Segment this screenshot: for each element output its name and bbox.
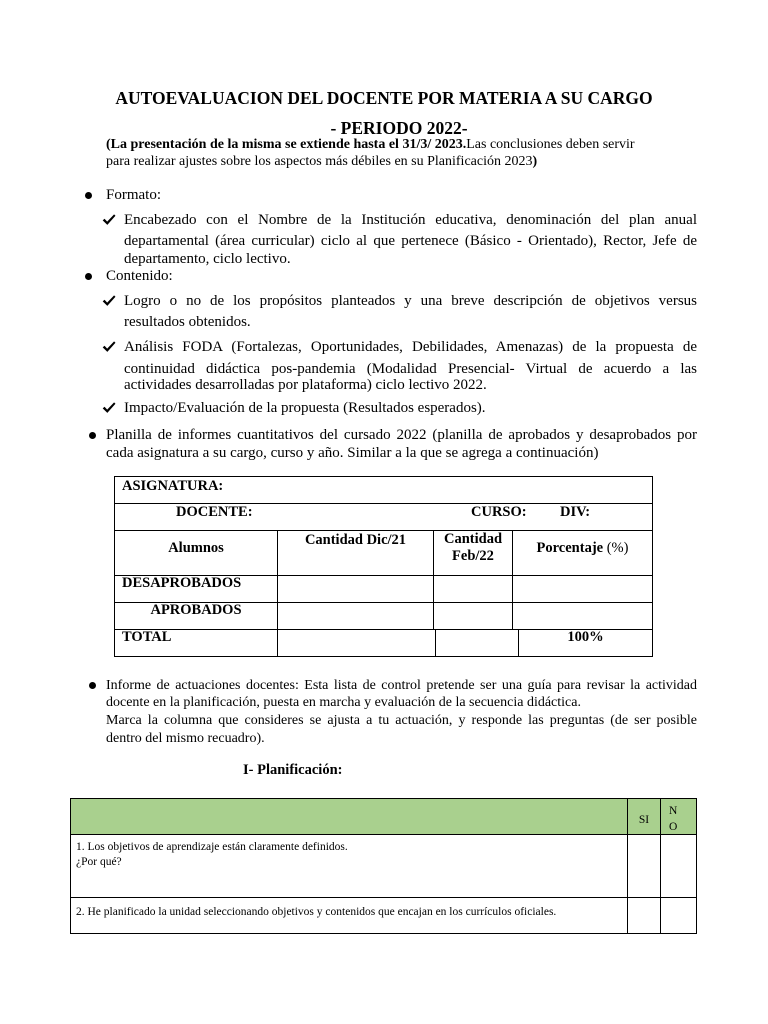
bullet-icon [89, 432, 96, 439]
check-mark-icon [102, 294, 116, 308]
planificacion-item-line: ¿Por qué? [76, 855, 122, 868]
col-no-line: O [669, 821, 678, 833]
formato-item-line: departamento, ciclo lectivo. [124, 251, 291, 267]
table-row-label-cell [114, 602, 278, 630]
table-row-label-cell [114, 629, 278, 657]
bullet-icon [85, 192, 92, 199]
contenido-item-line: Impacto/Evaluación de la propuesta (Resultados esperados). [124, 400, 486, 416]
deadline-note-line-1 [106, 136, 635, 154]
contenido-item-line: actividades desarrolladas por plataforma) ciclo lectivo 2022. [124, 377, 487, 393]
col-porcentaje [513, 539, 652, 557]
col-porcentaje-unit: (%) [606, 540, 629, 556]
informe-line: Marca la columna que consideres se ajusta a tu actuación, y responde las preguntas (de ser posible [106, 713, 697, 728]
table-header-cell [70, 798, 628, 835]
table-cell [512, 575, 653, 603]
planificacion-item-line: 2. He planificado la unidad seleccionando objetivos y contenidos que encajan en los currículos oficiales. [76, 905, 557, 918]
table-cell [277, 602, 434, 630]
formato-label: Formato: [106, 187, 161, 203]
col-cantidad-feb: Cantidad Feb/22 [443, 531, 503, 564]
asignatura-cell [114, 476, 653, 504]
table-header-cell [627, 798, 661, 835]
contenido-item-line: Logro o no de los propósitos planteados y una breve descripción de objetivos versus [124, 293, 697, 309]
table-cell [433, 602, 513, 630]
table-header-cell [277, 530, 434, 576]
total-percent: 100% [567, 629, 604, 645]
contenido-label: Contenido: [106, 268, 173, 284]
docente-label: DOCENTE: [176, 504, 253, 520]
si-cell [627, 834, 661, 898]
col-si: SI [638, 814, 650, 826]
table-cell [435, 629, 519, 657]
planificacion-heading: I- Planificación: [243, 762, 343, 778]
table-header-cell [433, 530, 513, 576]
formato-item-line: Encabezado con el Nombre de la Institución educativa, denominación del plan anual [124, 212, 697, 228]
row-total: TOTAL [122, 629, 172, 645]
table-row [70, 834, 628, 898]
informe-line: docente en la planificación, puesta en marcha y evaluación de la secuencia didáctica. [106, 695, 581, 710]
check-mark-icon [102, 340, 116, 354]
col-cantidad-dic: Cantidad Dic/21 [304, 532, 407, 548]
table-cell [277, 629, 436, 657]
table-cell [277, 575, 434, 603]
curso-label: CURSO: [471, 504, 527, 520]
deadline-note-line-2 [106, 153, 537, 171]
no-cell [660, 834, 697, 898]
table-row-label-cell [114, 575, 278, 603]
table-row [70, 897, 628, 934]
bullet-icon [89, 682, 96, 689]
contenido-item-line: continuidad didáctica pos-pandemia (Modalidad Presencial- Virtual de acuerdo a las [124, 361, 697, 377]
informe-line: Informe de actuaciones docentes: Esta lista de control pretende ser una guía para revisar la actividad [106, 678, 697, 693]
planificacion-item-line: 1. Los objetivos de aprendizaje están claramente definidos. [76, 840, 348, 853]
deadline-note-bold: (La presentación de la misma se extiende hasta el 31/3/ 2023. [106, 137, 467, 152]
table-header-cell [114, 530, 278, 576]
bullet-icon [85, 273, 92, 280]
table-cell [518, 629, 653, 657]
col-no [669, 803, 677, 835]
contenido-item-line: Análisis FODA (Fortalezas, Oportunidades, Debilidades, Amenazas) de la propuesta de [124, 339, 697, 355]
deadline-note-text: Las conclusiones deben servir [466, 137, 635, 152]
planilla-line: cada asignatura a su cargo, curso y año. Similar a la que se agrega a continuación) [106, 445, 599, 461]
planificacion-item [76, 840, 348, 870]
docente-row-cell [114, 503, 653, 531]
table-header-cell [660, 798, 697, 835]
table-header-cell [512, 530, 653, 576]
contenido-item-line: resultados obtenidos. [124, 314, 251, 330]
col-alumnos: Alumnos [168, 540, 224, 556]
deadline-note-text-2: para realizar ajustes sobre los aspectos más débiles en su Planificación 2023 [106, 154, 533, 169]
check-mark-icon [102, 401, 116, 415]
formato-item-line: departamental (área curricular) ciclo al que pertenece (Básico - Orientado), Rector, Jefe de [124, 233, 697, 249]
deadline-note-closing: ) [532, 154, 538, 169]
table-cell [512, 602, 653, 630]
no-cell [660, 897, 697, 934]
asignatura-label: ASIGNATURA: [122, 478, 224, 494]
table-cell [433, 575, 513, 603]
planilla-line: Planilla de informes cuantitativos del cursado 2022 (planilla de aprobados y desaprobados por [106, 427, 697, 443]
row-aprobados: APROBADOS [150, 602, 242, 618]
col-porcentaje-label: Porcentaje [536, 540, 604, 556]
informe-line: dentro del mismo recuadro). [106, 731, 265, 746]
page-title: AUTOEVALUACION DEL DOCENTE POR MATERIA A SU CARGO [115, 88, 653, 108]
si-cell [627, 897, 661, 934]
row-desaprobados: DESAPROBADOS [122, 575, 242, 591]
planificacion-item [76, 905, 556, 920]
period-subtitle: - PERIODO 2022- [330, 118, 468, 138]
div-label: DIV: [560, 504, 591, 520]
check-mark-icon [102, 213, 116, 227]
col-no-line: N [669, 805, 678, 817]
